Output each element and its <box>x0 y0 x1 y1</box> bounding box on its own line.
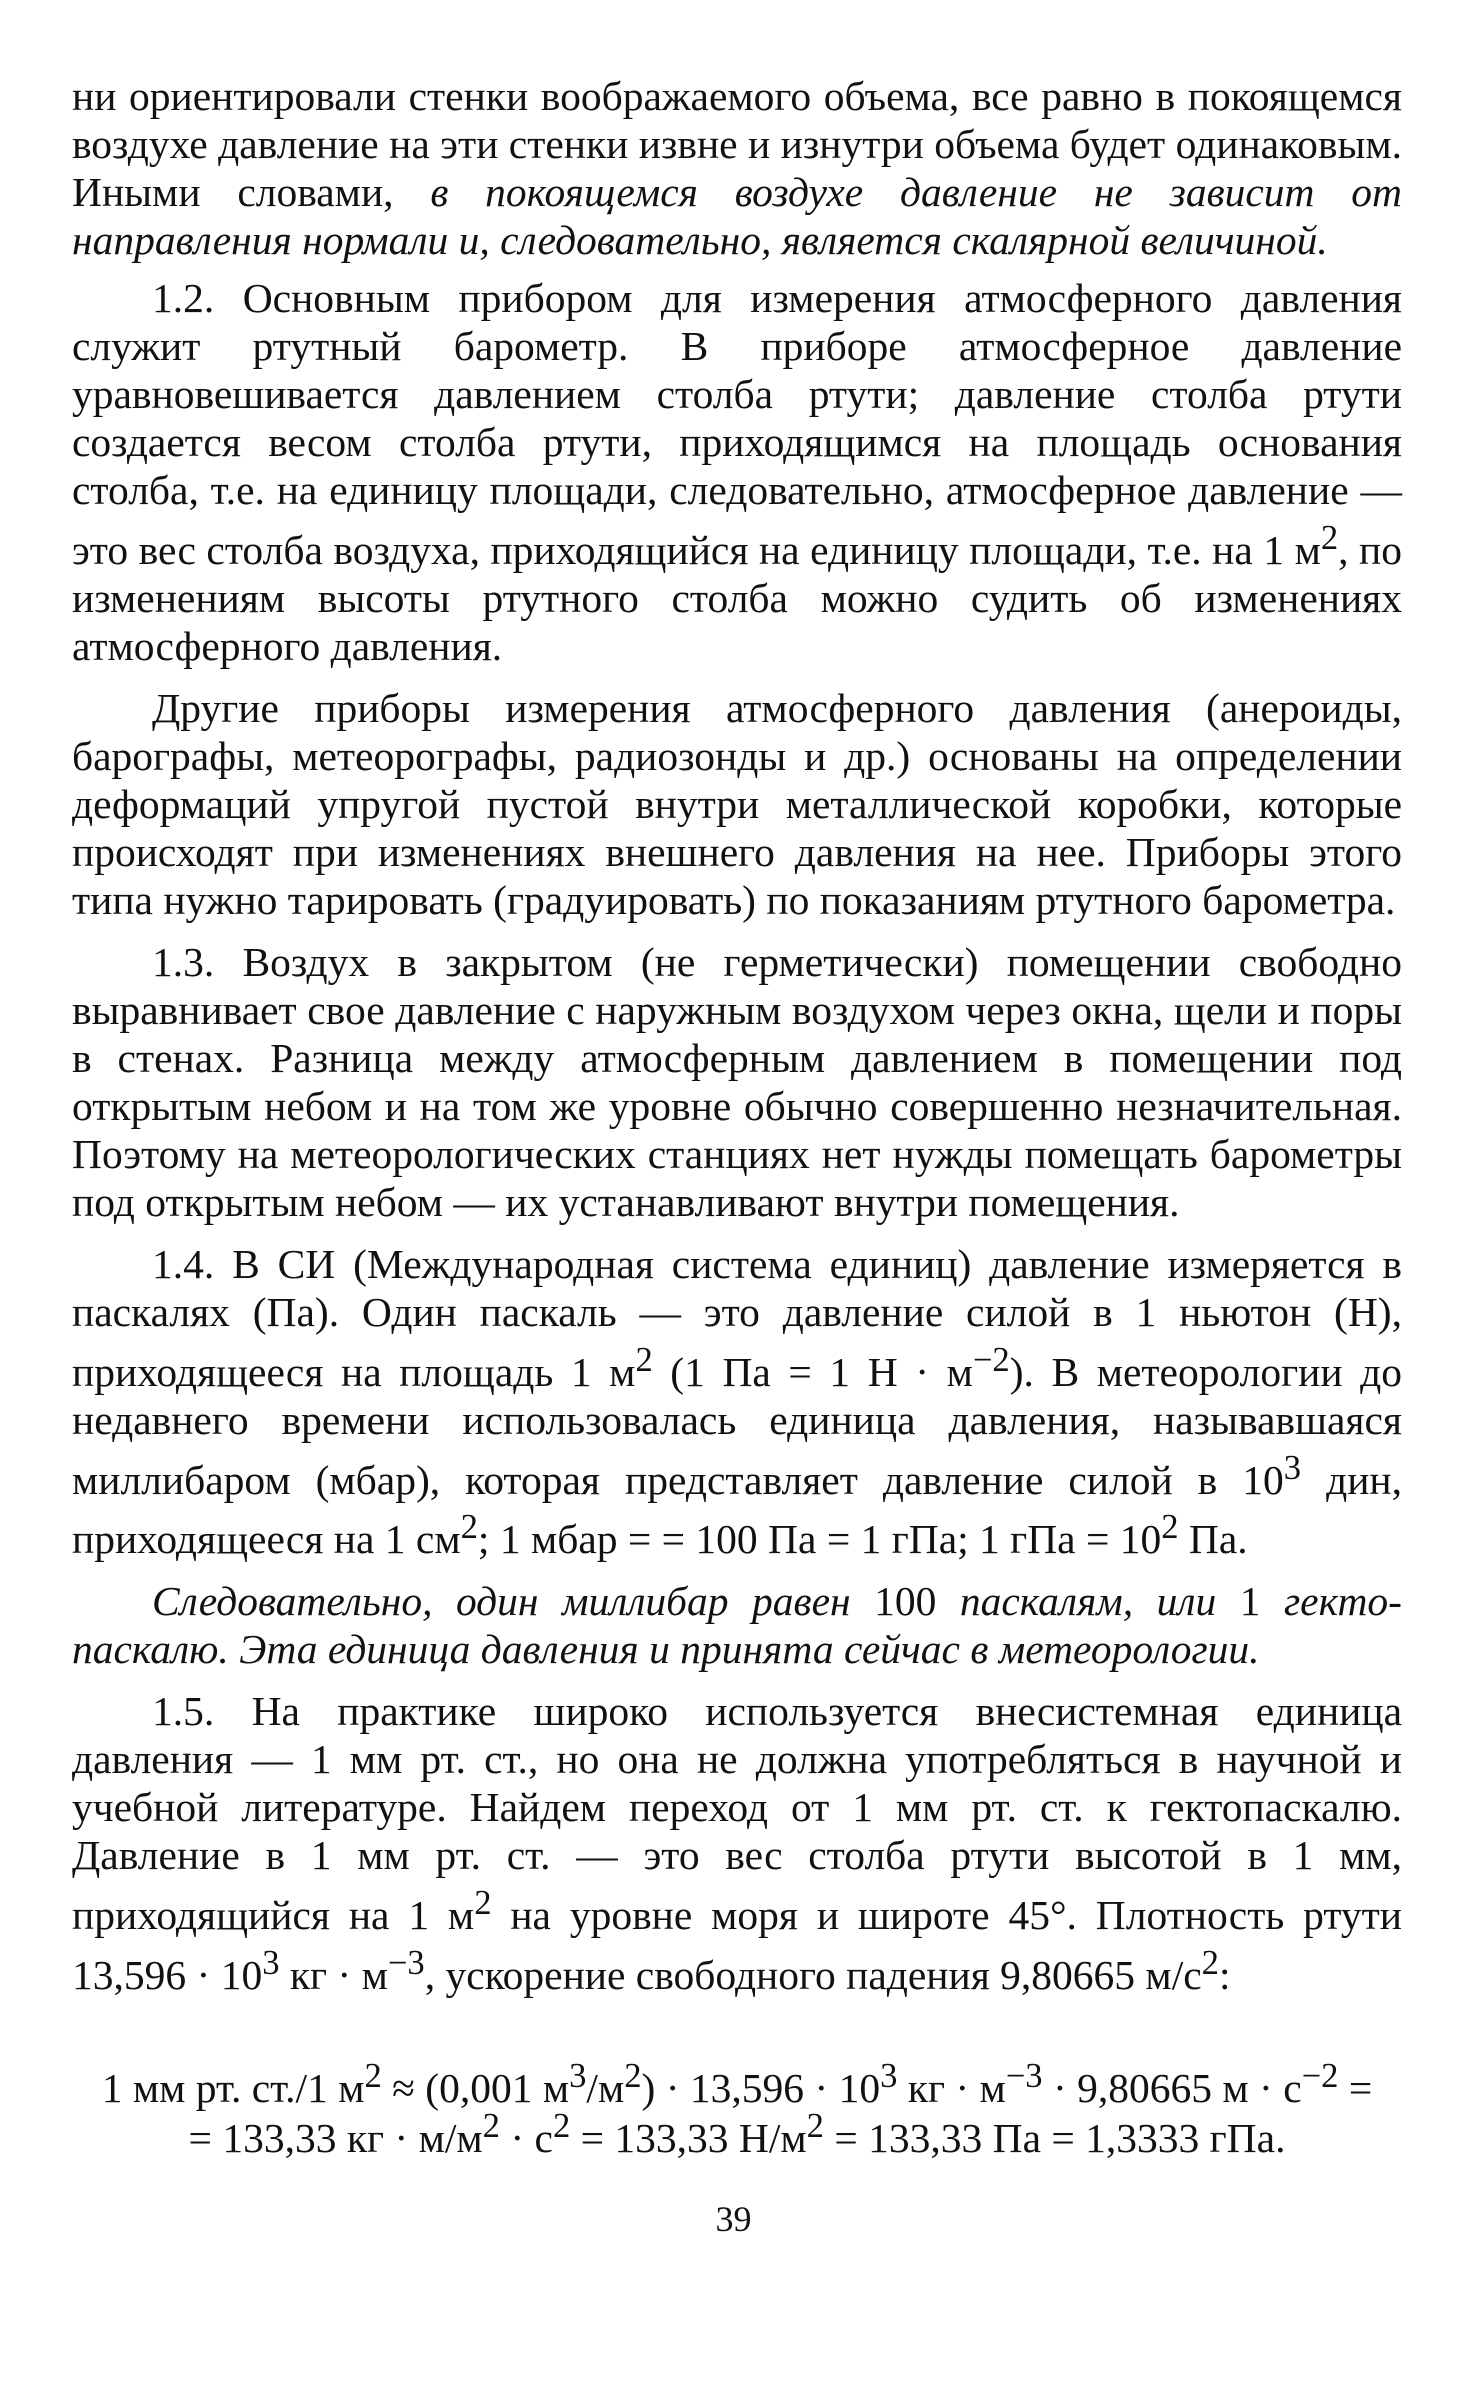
paragraph-continuation <box>72 72 1402 264</box>
text-run: ; 1 мбар = = 100 Па = 1 гПа; 1 гПа = 10 <box>477 1516 1162 1563</box>
superscript: 2 <box>364 2057 382 2095</box>
text-run: 1.3. Воздух в закрытом (не герметически) помещении свободно выравнивает свое давление с наружным воздухом через окна, щели и поры в стенах. Разница между атмосферным давлением в помещении под открытым небом и на том же уровне обычно совершенно незначительная. Поэтому на метеорологических станциях нет нужды помещать барометры под открытым небом — их устанавливают внутри помещения. <box>72 938 1402 1225</box>
superscript: 3 <box>1283 1448 1302 1487</box>
text-run: 1.4. В СИ (Международная система единиц) давление измеряется в паскалях (Па). Один паскаль — это давление силой в 1 ньютон (Н), приходящееся на площадь 1 м <box>72 1240 1402 1395</box>
page-number: 39 <box>715 2199 752 2239</box>
italic-text-run: паскалям, или <box>936 1578 1240 1625</box>
text-run: кг · м <box>897 2064 1006 2111</box>
text-run: ни ориентировали стенки воображаемого объема, все равно в покоящемся воздухе давление на эти стенки извне и изнутри объема будет одинаковым. Иными словами, <box>72 73 1402 215</box>
superscript: 2 <box>460 1508 478 1547</box>
formula-line-2 <box>72 2102 1402 2162</box>
text-run: 1 мм рт. ст./1 м <box>101 2064 365 2111</box>
italic-text-run: в покоящемся воздухе давление не зависит от направления нормали и, следовательно, является скалярной величиной. <box>72 169 1402 263</box>
superscript: 3 <box>880 2057 898 2095</box>
paragraph-1-4 <box>72 1240 1402 1563</box>
paragraph-1-2 <box>72 274 1402 670</box>
superscript: 3 <box>569 2057 587 2095</box>
superscript: −3 <box>387 1944 425 1983</box>
text-run: , ускорение свободного падения 9,80665 м/с <box>424 1951 1202 1998</box>
superscript: −2 <box>1301 2057 1339 2095</box>
superscript: 2 <box>482 2107 500 2145</box>
text-run: = 133,33 Н/м <box>570 2114 807 2161</box>
italic-text-run: гектопаскалю. Эта единица давления и принята сейчас в метеорологии. <box>72 1578 1402 1673</box>
text-run: = 133,33 кг · м/м <box>188 2114 483 2161</box>
text-run: · 9,80665 м · с <box>1042 2064 1302 2111</box>
paragraph-other-instruments <box>72 684 1402 924</box>
text-run: /м <box>586 2064 625 2111</box>
text-run: = <box>1338 2064 1373 2111</box>
superscript: 3 <box>262 1944 280 1983</box>
text-run: дин, приходящееся на 1 см <box>72 1456 1402 1563</box>
text-run: 1 <box>1239 1578 1261 1625</box>
text-run: на уровне моря и широте 45°. Плотность ртути 13,596 · 10 <box>72 1892 1402 1998</box>
text-run: , по изменениям высоты ртутного столба можно судить об изменениях атмосферного давления. <box>72 526 1402 669</box>
superscript: 2 <box>474 1884 492 1923</box>
superscript: 2 <box>1161 1508 1179 1547</box>
paragraph-1-5 <box>72 1687 1402 1999</box>
text-run: · с <box>499 2114 553 2161</box>
italic-text-run: Следовательно, один миллибар равен <box>152 1578 875 1625</box>
superscript: 2 <box>552 2107 571 2145</box>
superscript: 2 <box>1320 519 1339 557</box>
superscript: 2 <box>806 2107 824 2145</box>
superscript: 2 <box>635 1340 653 1379</box>
superscript: 2 <box>1201 1944 1219 1983</box>
text-run: 1.5. На практике широко используется внесистемная единица давления — 1 мм рт. ст., но она не должна употребляться в научной и учебной литературе. Найдем переход от 1 мм рт. ст. к гектопаскалю. Давление в 1 мм рт. ст. — это вес столба ртути высотой в 1 мм, приходящийся на 1 м <box>72 1688 1402 1939</box>
text-run: кг · м <box>279 1951 388 1998</box>
text-run: (1 Па = 1 Н · м <box>652 1348 973 1395</box>
superscript: −2 <box>972 1340 1010 1379</box>
text-run: ) · 13,596 · 10 <box>641 2064 881 2111</box>
text-run: 100 <box>874 1578 937 1625</box>
paragraph-conclusion-italic <box>72 1577 1402 1673</box>
paragraph-1-3 <box>72 938 1402 1226</box>
text-run: ≈ (0,001 м <box>381 2064 570 2111</box>
superscript: −3 <box>1005 2057 1043 2095</box>
text-run: ). В метеорологии до недавнего времени использовалась единица давления, называвшаяся миллибаром (мбар), которая представляет давление силой в 10 <box>72 1348 1402 1503</box>
body-text <box>72 72 1402 2013</box>
text-run: Па. <box>1178 1516 1248 1563</box>
text-run: = 133,33 Па = 1,3333 гПа. <box>823 2114 1286 2161</box>
text-run: Другие приборы измерения атмосферного давления (анероиды, барографы, метеорографы, радиозонды и др.) основаны на определении деформаций упругой пустой внутри металлической коробки, которые происходят при изменениях внешнего давления на нее. Приборы этого типа нужно тарировать (градуировать) по показаниям ртутного барометра. <box>72 684 1402 923</box>
text-run: 1.2. Основным прибором для измерения атмосферного давления служит ртутный барометр. В приборе атмосферное давление уравновешивается давлением столба ртути; давление столба ртути создается весом столба ртути, приходящимся на площадь основания столба, т.е. на единицу площади, следовательно, атмосферное давление — это вес столба воздуха, приходящийся на единицу площади, т.е. на 1 м <box>72 275 1402 573</box>
text-run: : <box>1218 1951 1231 1998</box>
superscript: 2 <box>624 2057 642 2095</box>
